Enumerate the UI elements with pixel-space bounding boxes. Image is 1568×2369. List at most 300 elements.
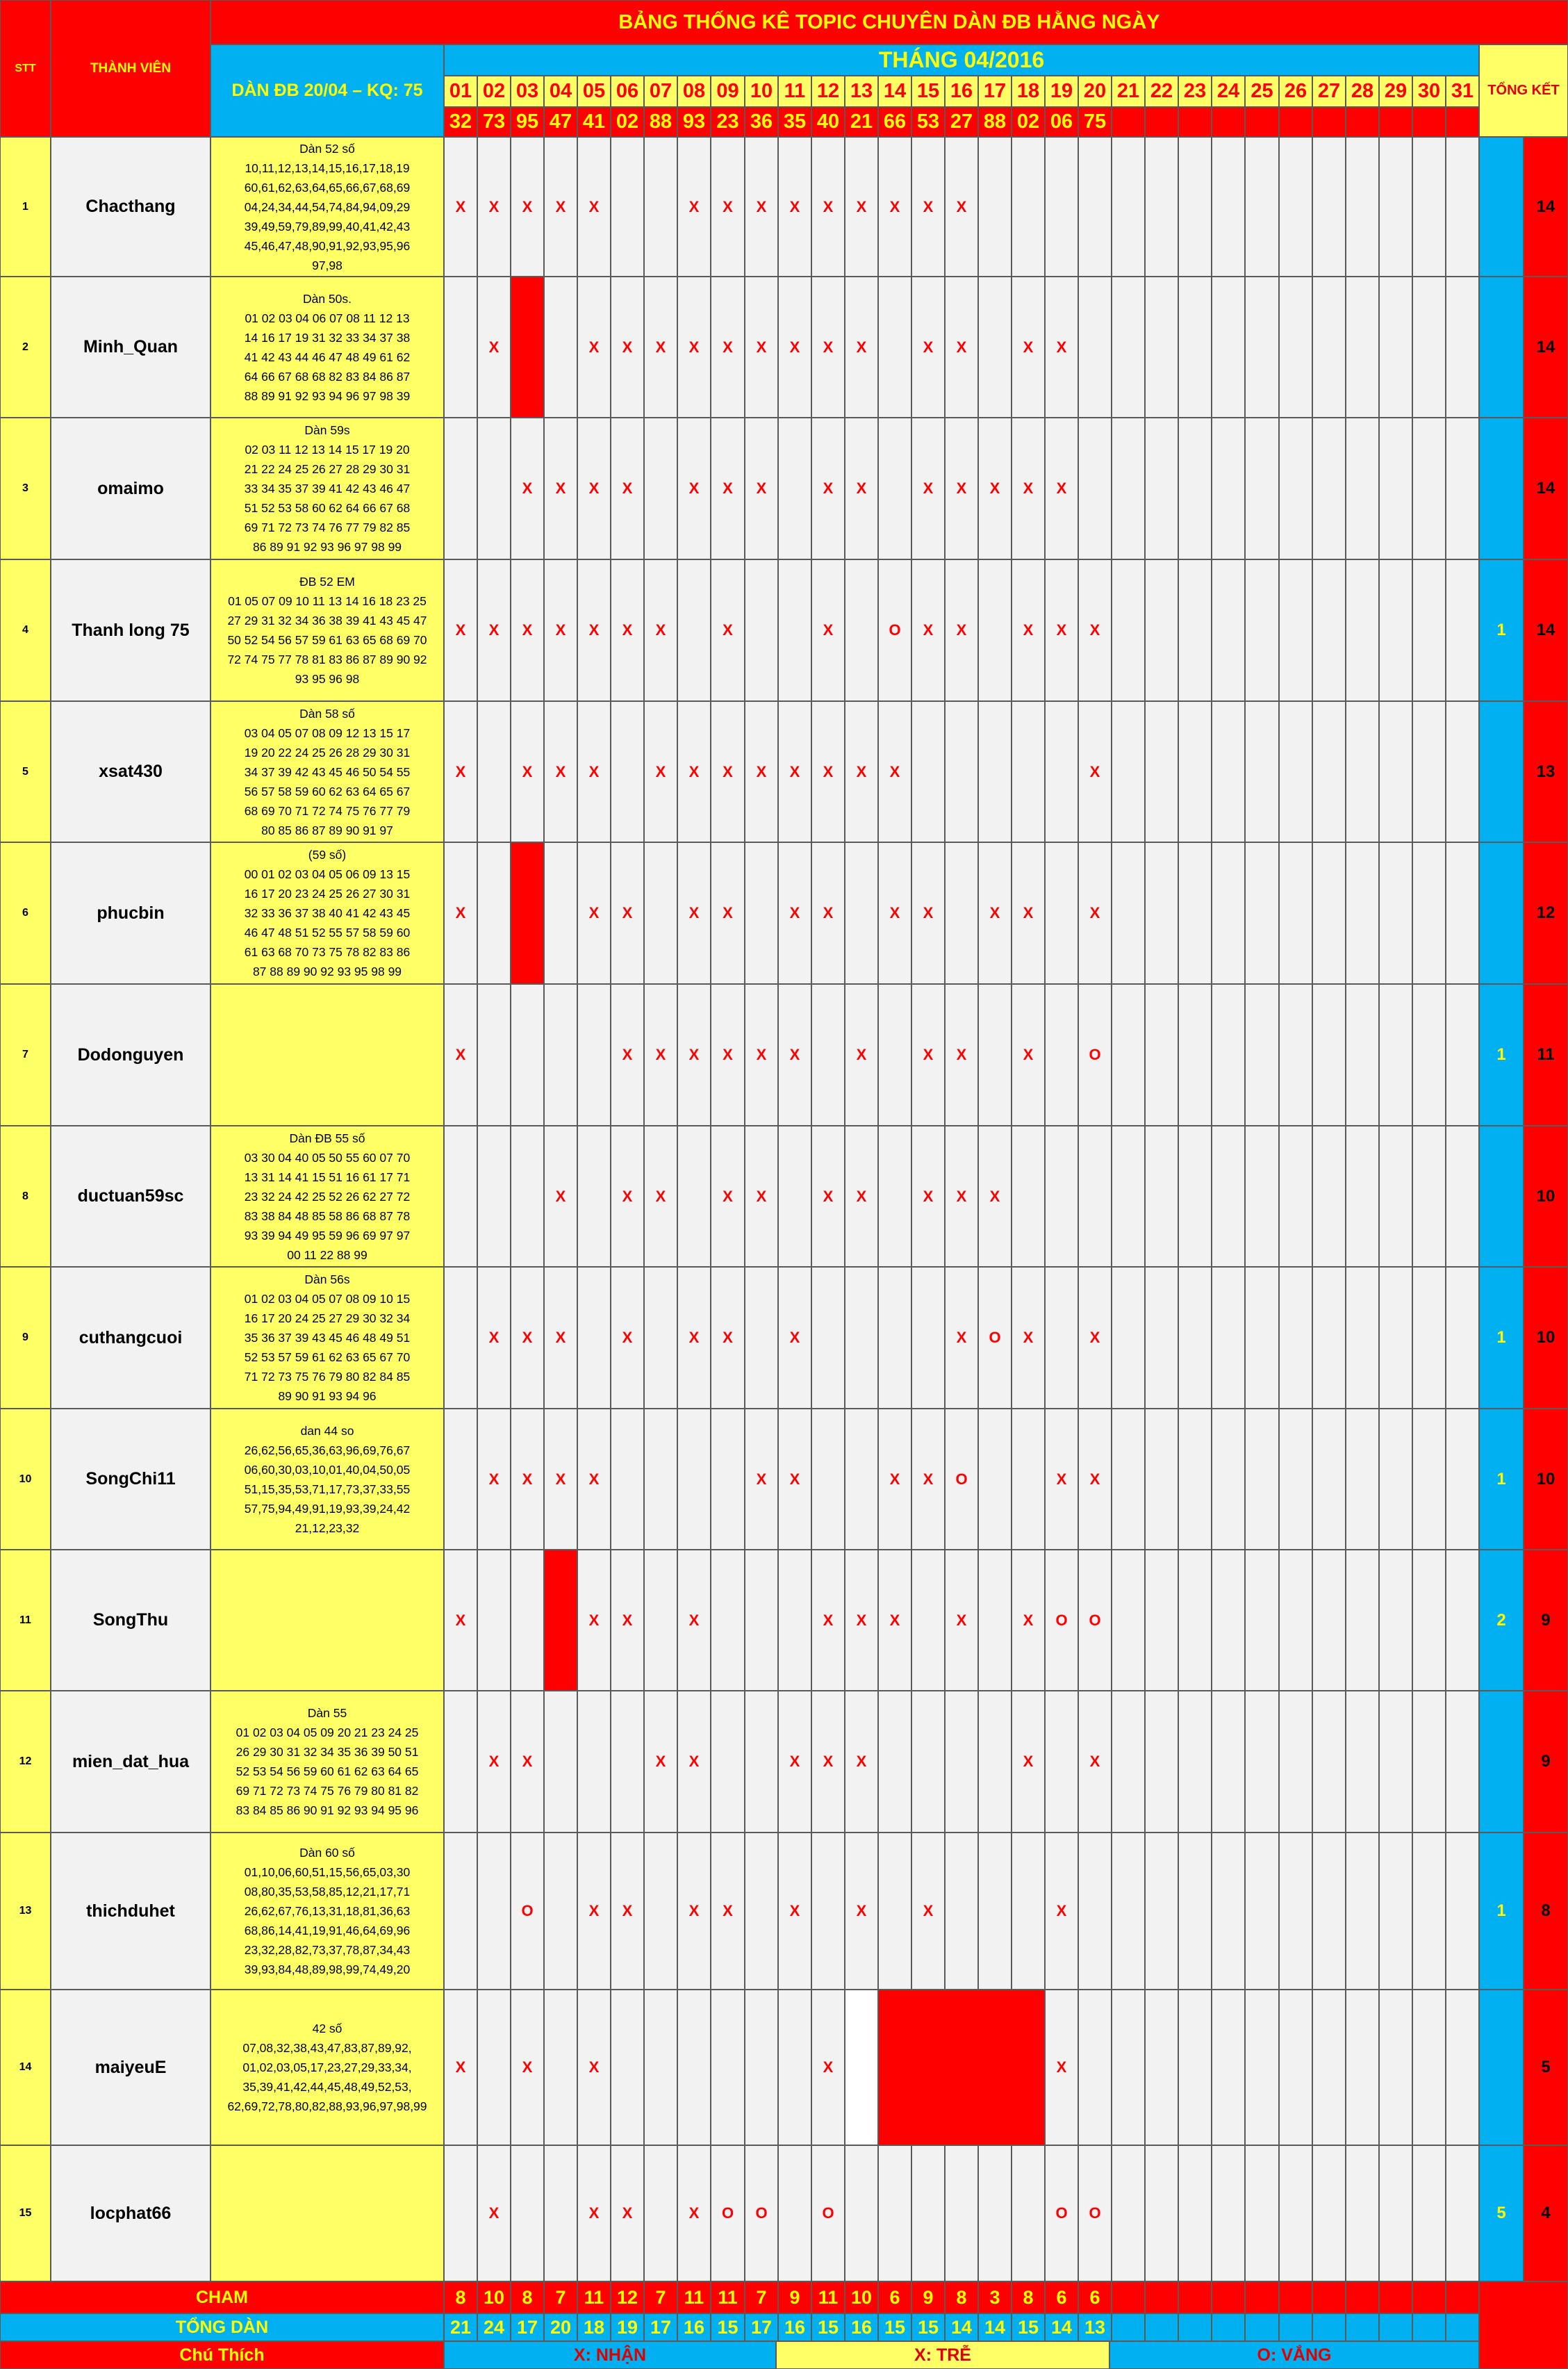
mark-cell: [1012, 1267, 1045, 1409]
mark-cell: [477, 1990, 511, 2145]
mark-cell: [878, 842, 911, 984]
mark-cell: [677, 1126, 711, 1267]
mark-cell: [945, 984, 978, 1126]
mark-cell: [811, 1691, 845, 1833]
result-03-text: 95: [515, 110, 539, 133]
mark-cell: [1412, 2145, 1446, 2281]
dan-line: 39,93,84,48,89,98,99,74,49,20: [244, 1962, 411, 1976]
mark-cell: [1178, 1267, 1212, 1409]
tong-dan-value-text: 15: [917, 2316, 939, 2338]
mark-cell-text: X: [622, 621, 633, 639]
dan-cell: [211, 1409, 444, 1550]
mark-cell: [1379, 1990, 1412, 2145]
mark-cell: [1379, 1267, 1412, 1409]
mark-cell: [644, 1550, 677, 1691]
mark-cell: [778, 2145, 811, 2281]
mark-cell: [811, 2145, 845, 2281]
result-18-text: 02: [1016, 110, 1040, 133]
mark-cell: [1379, 418, 1412, 559]
tre-cell: [1479, 559, 1524, 701]
mark-cell-text: X: [688, 1902, 700, 1919]
mark-cell: [644, 137, 677, 277]
mark-cell-text: X: [756, 197, 767, 215]
day-header-27-text: 27: [1317, 80, 1341, 102]
mark-cell: [644, 277, 677, 418]
tong-dan-value: [1279, 2313, 1312, 2341]
mark-cell: [644, 1409, 677, 1550]
mark-cell-text: X: [856, 479, 867, 497]
day-header-11-text: 11: [784, 80, 806, 102]
mark-cell: [1078, 1409, 1112, 1550]
member-name-text: locphat66: [90, 2203, 172, 2223]
cham-value-text: 11: [684, 2286, 704, 2308]
mark-cell: [945, 1550, 978, 1691]
total-cell: [1524, 1990, 1568, 2145]
mark-cell: [1078, 701, 1112, 842]
mark-cell: [1346, 1267, 1379, 1409]
total-cell-text: 9: [1541, 1610, 1551, 1630]
mark-cell-text: O: [1055, 1611, 1068, 1629]
mark-cell-text: X: [455, 1611, 466, 1629]
result-12: [811, 107, 845, 137]
mark-cell: [1245, 2145, 1279, 2281]
mark-cell: [1145, 1550, 1178, 1691]
mark-cell-text: X: [555, 479, 566, 497]
result-12-text: 40: [816, 110, 840, 133]
dan-line: 51,15,35,53,71,17,73,37,33,55: [244, 1482, 411, 1496]
mark-cell: [778, 984, 811, 1126]
mark-cell: [677, 842, 711, 984]
mark-cell-text: X: [688, 904, 700, 921]
mark-cell: [811, 1267, 845, 1409]
result-01: [444, 107, 477, 137]
mark-cell-text: X: [555, 1329, 566, 1346]
mark-cell-text: X: [789, 1470, 800, 1488]
result-14-text: 66: [883, 110, 907, 133]
dan-line: 10,11,12,13,14,15,16,17,18,19: [245, 161, 410, 175]
dan-line: 26,62,67,76,13,31,18,81,36,63: [244, 1904, 411, 1918]
mark-cell: [978, 1267, 1012, 1409]
mark-cell: [978, 1409, 1012, 1550]
mark-cell-text: X: [956, 1611, 967, 1629]
mark-cell-text: O: [1089, 1611, 1101, 1629]
day-header-19: [1045, 76, 1078, 107]
dan-line: 93 39 94 49 95 59 96 69 97 97: [244, 1228, 411, 1243]
cham-value: [477, 2281, 511, 2313]
mark-cell: [1212, 137, 1245, 277]
mark-cell: [745, 1126, 778, 1267]
mark-cell: [878, 701, 911, 842]
stt-cell: [0, 701, 51, 842]
mark-cell: [1346, 1550, 1379, 1691]
mark-cell: [1078, 559, 1112, 701]
result-29: [1379, 107, 1412, 137]
mark-cell: [1012, 1126, 1045, 1267]
mark-cell-text: X: [488, 1329, 500, 1346]
mark-cell: [811, 984, 845, 1126]
mark-cell-text: X: [622, 904, 633, 921]
tre-cell-text: 5: [1496, 2204, 1506, 2222]
mark-cell: [811, 137, 845, 277]
mark-cell: [1112, 1409, 1145, 1550]
dan-line: 68,86,14,41,19,91,46,64,69,96: [244, 1924, 411, 1937]
day-header-27: [1312, 76, 1346, 107]
mark-cell: [978, 842, 1012, 984]
tong-dan-value-text: 17: [650, 2316, 672, 2338]
dan-line: 01,10,06,60,51,15,56,65,03,30: [244, 1865, 411, 1879]
mark-cell-text: O: [822, 2204, 834, 2222]
mark-cell-text: X: [789, 197, 800, 215]
mark-cell-text: X: [989, 1187, 1000, 1205]
mark-cell: [1045, 984, 1078, 1126]
tong-dan-value: [477, 2313, 511, 2341]
mark-cell-text: X: [923, 197, 934, 215]
mark-cell-text: X: [789, 1753, 800, 1770]
dan-line: 87 88 89 90 92 93 95 98 99: [252, 965, 402, 978]
tong-dan-value: [644, 2313, 677, 2341]
mark-cell: [845, 984, 878, 1126]
mark-cell: [477, 1550, 511, 1691]
mark-cell: [544, 1990, 577, 2145]
legend-tre-text: X: TRỄ: [914, 2345, 971, 2365]
day-header-23-text: 23: [1183, 80, 1207, 102]
tre-cell: [1479, 277, 1524, 418]
total-header: TỔNG KẾT: [1487, 83, 1560, 98]
mark-cell: [611, 1833, 644, 1990]
mark-cell: [711, 418, 745, 559]
mark-cell: [1279, 1409, 1312, 1550]
mark-cell: [477, 1267, 511, 1409]
tong-dan-value: [1112, 2313, 1145, 2341]
dan-line: 69 71 72 73 74 76 77 79 82 85: [244, 520, 411, 534]
mark-cell: [1312, 984, 1346, 1126]
mark-cell: [1312, 701, 1346, 842]
tong-dan-value: [511, 2313, 544, 2341]
mark-cell: [1212, 1550, 1245, 1691]
mark-cell-text: X: [789, 338, 800, 356]
dan-cell: [211, 1691, 444, 1833]
stt-cell: [0, 1691, 51, 1833]
dan-cell: [211, 1833, 444, 1990]
dan-line: Dàn ĐB 55 số: [289, 1131, 365, 1145]
mark-cell: [511, 984, 544, 1126]
mark-cell: [1145, 1990, 1178, 2145]
total-cell: [1524, 1126, 1568, 1267]
tong-dan-value: [577, 2313, 611, 2341]
day-header-01: [444, 76, 477, 107]
mark-cell: [477, 1691, 511, 1833]
mark-cell: [611, 1126, 644, 1267]
mark-cell: [1045, 277, 1078, 418]
month-header-cell: [444, 44, 1479, 76]
mark-cell: [677, 418, 711, 559]
cham-value: [1379, 2281, 1412, 2313]
mark-cell: [611, 1409, 644, 1550]
mark-cell: [711, 137, 745, 277]
mark-cell: [811, 1550, 845, 1691]
mark-cell: [1245, 1126, 1279, 1267]
cham-value-text: 10: [483, 2286, 505, 2308]
mark-cell: [1279, 559, 1312, 701]
result-17-text: 88: [983, 110, 1007, 133]
cham-label-text: CHAM: [196, 2287, 248, 2307]
mark-cell-text: X: [588, 1902, 600, 1919]
day-header-16: [945, 76, 978, 107]
mark-cell: [778, 842, 811, 984]
tre-cell: [1479, 137, 1524, 277]
mark-cell: [644, 559, 677, 701]
mark-cell-text: X: [555, 1470, 566, 1488]
mark-cell: [745, 1409, 778, 1550]
tong-dan-value-text: 19: [616, 2316, 638, 2338]
day-header-03: [511, 76, 544, 107]
mark-cell: [1078, 2145, 1112, 2281]
mark-cell-text: X: [522, 1470, 533, 1488]
result-11-text: 35: [783, 110, 807, 133]
member-name: [51, 137, 211, 277]
mark-cell: [911, 1833, 945, 1990]
mark-cell-text: X: [688, 197, 700, 215]
stt-cell: [0, 1833, 51, 1990]
dan-line: 02 03 11 12 13 14 15 17 19 20: [245, 443, 410, 457]
mark-cell-text: X: [789, 762, 800, 780]
mark-cell: [611, 1550, 644, 1691]
day-header-05-text: 05: [582, 80, 606, 102]
mark-cell: [1446, 842, 1479, 984]
mark-cell: [1245, 1409, 1279, 1550]
mark-cell-text: X: [756, 1046, 767, 1063]
member-name-text: SongChi11: [85, 1469, 176, 1489]
mark-cell: [1112, 842, 1145, 984]
mark-cell: [911, 1126, 945, 1267]
result-03: [511, 107, 544, 137]
mark-cell: [1212, 1409, 1245, 1550]
stt-cell: [0, 137, 51, 277]
legend-tre: [776, 2341, 1109, 2369]
mark-cell: [978, 984, 1012, 1126]
mark-cell: [845, 137, 878, 277]
total-cell: [1524, 1409, 1568, 1550]
mark-cell: [1012, 984, 1045, 1126]
mark-cell: [845, 277, 878, 418]
cham-value: [611, 2281, 644, 2313]
tong-dan-value: [1379, 2313, 1412, 2341]
mark-cell-text: X: [588, 197, 600, 215]
mark-cell: [811, 1833, 845, 1990]
tong-dan-value-text: 20: [550, 2316, 572, 2338]
mark-cell: [978, 1691, 1012, 1833]
mark-cell-text: O: [955, 1470, 968, 1488]
stt-cell: [0, 1990, 51, 2145]
mark-cell: [1045, 842, 1078, 984]
mark-cell: [1446, 701, 1479, 842]
dan-line: 45,46,47,48,90,91,92,93,95,96: [244, 238, 411, 253]
day-header-19-text: 19: [1050, 80, 1073, 102]
mark-cell: [444, 277, 477, 418]
mark-cell: [1212, 1833, 1245, 1990]
tong-dan-value: [444, 2313, 477, 2341]
stt-cell: [0, 1409, 51, 1550]
mark-cell-text: X: [856, 1753, 867, 1770]
mark-cell-text: X: [522, 2058, 533, 2076]
legend-nhan: [444, 2341, 776, 2369]
dan-line: 97,98: [312, 258, 343, 272]
dan-line: 83 84 85 86 90 91 92 93 94 95 96: [236, 1803, 419, 1817]
mark-cell: [1078, 1126, 1112, 1267]
day-header-09: [711, 76, 745, 107]
mark-cell-text: O: [1089, 1046, 1101, 1063]
day-header-08: [677, 76, 711, 107]
tong-dan-value-text: 17: [516, 2316, 538, 2338]
mark-cell-text: X: [1056, 2058, 1067, 2076]
mark-cell: [577, 1409, 611, 1550]
dan-line: 60,61,62,63,64,65,66,67,68,69: [244, 180, 411, 195]
dan-cell: [211, 1990, 444, 2145]
mark-cell-text: X: [723, 338, 733, 356]
mark-cell: [644, 1833, 677, 1990]
mark-cell: [611, 137, 644, 277]
dan-line: 51 52 53 58 60 62 64 66 67 68: [244, 501, 411, 515]
mark-cell: [911, 984, 945, 1126]
mark-cell-text: X: [522, 1753, 533, 1770]
dan-line: 69 71 72 73 74 75 76 79 80 81 82: [236, 1784, 419, 1798]
cham-value: [911, 2281, 945, 2313]
mark-cell: [1178, 2145, 1212, 2281]
cham-value-text: 7: [555, 2286, 566, 2308]
mark-cell-text: X: [956, 1187, 967, 1205]
member-header: THÀNH VIÊN: [90, 60, 172, 76]
mark-cell-text: X: [1089, 904, 1100, 921]
tre-cell: [1479, 1550, 1524, 1691]
day-header-02-text: 02: [482, 80, 506, 102]
mark-cell: [1412, 1267, 1446, 1409]
mark-cell: [1412, 277, 1446, 418]
mark-cell: [1346, 277, 1379, 418]
sheet-title: BẢNG THỐNG KÊ TOPIC CHUYÊN DÀN ĐB HẰNG NGÀY: [618, 10, 1160, 33]
result-20: [1078, 107, 1112, 137]
mark-cell: [444, 1990, 477, 2145]
cham-value-text: 8: [956, 2286, 967, 2308]
mark-cell: [1145, 842, 1178, 984]
mark-cell: [1212, 277, 1245, 418]
mark-cell: [644, 1267, 677, 1409]
mark-cell: [1045, 1691, 1078, 1833]
highlight-block: [511, 277, 544, 418]
mark-cell-text: O: [721, 2204, 734, 2222]
day-header-26-text: 26: [1284, 80, 1307, 102]
mark-cell: [945, 277, 978, 418]
mark-cell: [911, 2145, 945, 2281]
mark-cell: [745, 1990, 778, 2145]
member-name: [51, 277, 211, 418]
mark-cell-text: X: [588, 479, 600, 497]
mark-cell-text: X: [688, 2204, 700, 2222]
mark-cell: [778, 1126, 811, 1267]
mark-cell: [677, 984, 711, 1126]
dan-line: 27 29 31 32 34 36 38 39 41 43 45 47: [227, 614, 427, 628]
mark-cell-text: X: [989, 479, 1000, 497]
mark-cell-text: X: [856, 762, 867, 780]
mark-cell: [544, 2145, 577, 2281]
mark-cell-text: X: [889, 197, 900, 215]
cham-value: [1212, 2281, 1245, 2313]
tong-dan-value: [1312, 2313, 1346, 2341]
mark-cell-text: X: [789, 904, 800, 921]
mark-cell: [511, 1691, 544, 1833]
mark-cell-text: X: [723, 1329, 733, 1346]
mark-cell-text: X: [756, 1470, 767, 1488]
stt-cell: [0, 1550, 51, 1691]
mark-cell-text: X: [1056, 479, 1067, 497]
day-header-23: [1178, 76, 1212, 107]
mark-cell: [1412, 1990, 1446, 2145]
mark-cell: [878, 559, 911, 701]
mark-cell: [677, 1833, 711, 1990]
dan-line: 35,39,41,42,44,45,48,49,52,53,: [242, 2080, 412, 2094]
day-header-07-text: 07: [649, 80, 672, 102]
mark-cell: [1145, 1409, 1178, 1550]
member-name-text: maiyeuE: [94, 2057, 167, 2077]
tong-dan-value: [544, 2313, 577, 2341]
mark-cell: [778, 137, 811, 277]
mark-cell: [1178, 984, 1212, 1126]
mark-cell: [1245, 277, 1279, 418]
mark-cell: [444, 1267, 477, 1409]
cham-value: [878, 2281, 911, 2313]
mark-cell: [444, 559, 477, 701]
day-header-29: [1379, 76, 1412, 107]
mark-cell: [1045, 559, 1078, 701]
dan-line: 33 34 35 37 39 41 42 43 46 47: [244, 482, 411, 495]
mark-cell-text: X: [756, 1187, 767, 1205]
mark-cell-text: X: [655, 1753, 666, 1770]
tong-dan-value-text: 15: [884, 2316, 906, 2338]
tong-dan-value: [1045, 2313, 1078, 2341]
result-17: [978, 107, 1012, 137]
result-04-text: 47: [549, 110, 572, 133]
mark-cell: [1012, 2145, 1045, 2281]
tre-cell: [1479, 1833, 1524, 1990]
day-header-06: [611, 76, 644, 107]
total-cell-text: 4: [1541, 2204, 1551, 2222]
mark-cell: [644, 2145, 677, 2281]
cham-value: [1178, 2281, 1212, 2313]
mark-cell: [577, 1267, 611, 1409]
mark-cell: [1245, 1267, 1279, 1409]
member-header-cell: [51, 0, 211, 137]
mark-cell-text: X: [1089, 621, 1100, 639]
mark-cell: [477, 842, 511, 984]
result-21: [1112, 107, 1145, 137]
tong-dan-value-text: 21: [449, 2316, 472, 2338]
dan-line: 04,24,34,44,54,74,84,94,09,29: [244, 199, 411, 214]
mark-cell: [544, 701, 577, 842]
dan-line: 03 04 05 07 08 09 12 13 15 17: [244, 726, 411, 740]
mark-cell: [711, 1267, 745, 1409]
mark-cell: [511, 1267, 544, 1409]
mark-cell: [511, 701, 544, 842]
mark-cell: [477, 418, 511, 559]
mark-cell: [1346, 701, 1379, 842]
day-header-31: [1446, 76, 1479, 107]
mark-cell-text: X: [756, 338, 767, 356]
mark-cell: [911, 559, 945, 701]
result-16-text: 27: [950, 110, 973, 133]
mark-cell: [1279, 842, 1312, 984]
mark-cell: [1178, 701, 1212, 842]
cham-value-text: 10: [850, 2286, 873, 2308]
day-header-14-text: 14: [883, 80, 907, 102]
